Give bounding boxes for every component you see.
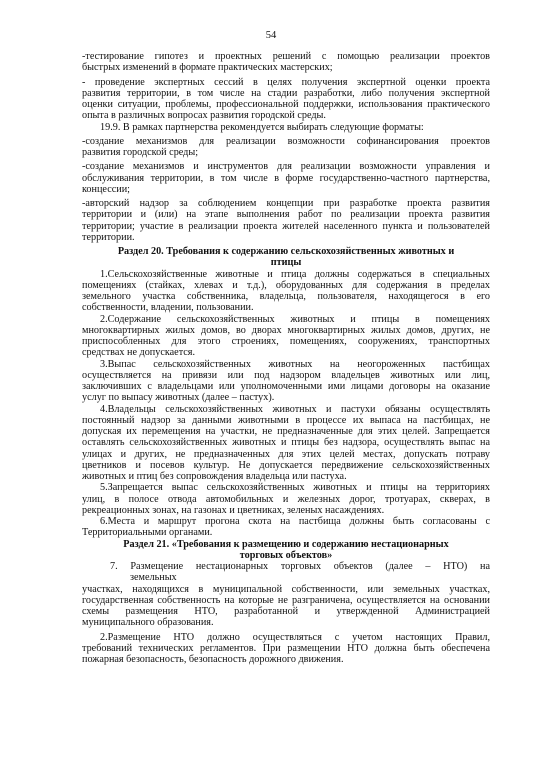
paragraph-line: развития городской среды; (82, 147, 199, 158)
paragraph-line: 19.9. В рамках партнерства рекомендуется выбирать следующие форматы: (100, 121, 424, 133)
paragraph-line: 2.Размещение НТО должно осуществляться с учетом настоящих Правил, (100, 631, 490, 643)
paragraph-line: 2.Содержание сельскохозяйственных животных и птицы в помещениях (100, 313, 490, 325)
paragraph-line: развития территории, в том числе на стадии разработки, либо получения экспертной (82, 87, 490, 99)
paragraph-line: 4.Владельцы сельскохозяйственных животных и пастухи обязаны осуществлять (100, 403, 490, 415)
paragraph-line: -создание механизмов для реализации возможности софинансирования проектов (82, 135, 490, 147)
paragraph-line: - проведение экспертных сессий в целях получения экспертной оценки проекта (82, 76, 490, 88)
paragraph-line: территории и (или) на этапе выполнения работ по реализации проекта развития (82, 209, 490, 221)
page-number: 54 (265, 30, 277, 41)
paragraph-line: -создание механизмов и инструментов для реализации возможности управления и (82, 161, 490, 173)
paragraph-line: земельных (130, 572, 177, 584)
section-heading-line: Раздел 21. «Требования к размещению и содержанию нестационарных (123, 538, 449, 550)
paragraph-line: -тестирование гипотез и проектных решений с помощью реализации проектов (82, 51, 490, 62)
paragraph-line: земельного участка собственника, владельца, пользователя, находящегося в его (82, 291, 490, 302)
paragraph-line: схемы размещения НТО, разработанной и утвержденной Администрацией (82, 606, 490, 617)
paragraph-line: территории. (82, 231, 135, 243)
paragraph-line: услуг по выпасу животных (далее – пастух). (82, 392, 275, 404)
paragraph-line: заключивших с владельцами или уполномоченными ими лицами договоры на оказание (82, 381, 490, 392)
paragraph-line: оценки ситуации, проблемы, профессиональной поддержки, использования практического (82, 99, 490, 110)
paragraph-line: улиц, в полосе отвода автомобильных и железных дорог, тротуарах, скверах, в (82, 493, 490, 505)
paragraph-line: опыта в различных вопросах развития городской среды. (82, 110, 326, 122)
paragraph-line: осуществляется на привязи или под надзором владельцев животных или лиц, (82, 369, 490, 381)
paragraph-line: пожарная безопасность, безопасность дорожного движения. (82, 654, 344, 665)
paragraph-line: 1.Сельскохозяйственные животные и птица должны содержаться в специальных (100, 268, 490, 280)
paragraph-line: 5.Запрещается выпас сельскохозяйственных животных и птицы на территориях (100, 482, 490, 494)
paragraph-line: 7. Размещение нестационарных торговых объектов (далее – НТО) на (110, 561, 490, 572)
paragraph-line: участках, находящихся в муниципальной собственности, или земельных участках, (82, 583, 490, 595)
paragraph-line: рекреационных зонах, на газонах и цветниках, зеленых насаждениях. (82, 504, 385, 516)
paragraph-line: постоянный надзор за данными животными в процессе их выпаса на пастбищах, не (82, 414, 490, 426)
paragraph-line: территории; участие в реализации проекта жителей населенного пункта и пользователей (82, 220, 490, 232)
paragraph-line: цветников и посевов культур. Не допускается передвижение сельскохозяйственных (82, 459, 490, 471)
paragraph-line: помещениях (стайках, хлевах и т.д.), оборудованных для содержания в пределах (82, 279, 490, 291)
paragraph-line: оставлять сельскохозяйственных животных и птицы без надзора, осуществлять выпас на (82, 437, 490, 449)
section-heading-line: птицы (270, 257, 302, 269)
paragraph-line: животных и птиц без сопровождения владельца или пастуха. (82, 471, 347, 482)
paragraph-line: быстрых изменений в формате практических мастерских; (82, 62, 333, 74)
paragraph-line: концессии; (82, 183, 130, 195)
paragraph-line: улицах и других, не предназначенных для этих целей местах, допускать потраву (82, 448, 490, 460)
paragraph-line: 6.Места и маршрут прогона скота на пастбища должны быть согласованы с (100, 516, 490, 527)
document-body (82, 51, 490, 665)
paragraph-line: требований технических регламентов. При размещении НТО должна быть обеспечена (82, 642, 490, 654)
paragraph-line: собственности, владении, пользовании. (82, 302, 254, 314)
section-heading-line: Раздел 20. Требования к содержанию сельскохозяйственных животных и (117, 246, 455, 257)
paragraph-line: Территориальными органами. (82, 527, 213, 539)
paragraph-line: допуская их перемещения на участки, не предназначенные для этих целей. Запрещается (82, 426, 490, 437)
paragraph-line: приспособленных для этого строениях, помещениях, сооружениях, транспортных (82, 336, 490, 347)
paragraph-line: государственная собственность на которые не разграничена, осуществляется на основании (82, 594, 490, 606)
paragraph-line: средствах не допускается. (82, 347, 196, 359)
paragraph-line: -авторский надзор за соблюдением концепции при разработке проекта развития (82, 198, 490, 209)
paragraph-line: многоквартирных жилых домов, во дворах многоквартирных жилых домов, других, не (82, 324, 490, 336)
paragraph-line: муниципального образования. (82, 617, 214, 629)
paragraph-line: обслуживания территории, в том числе в форме государственно-частного партнерства, (82, 172, 490, 184)
section-heading-line: торговых объектов» (239, 549, 333, 561)
paragraph-line: 3.Выпас сельскохозяйственных животных на неогороженных пастбищах (100, 358, 490, 370)
